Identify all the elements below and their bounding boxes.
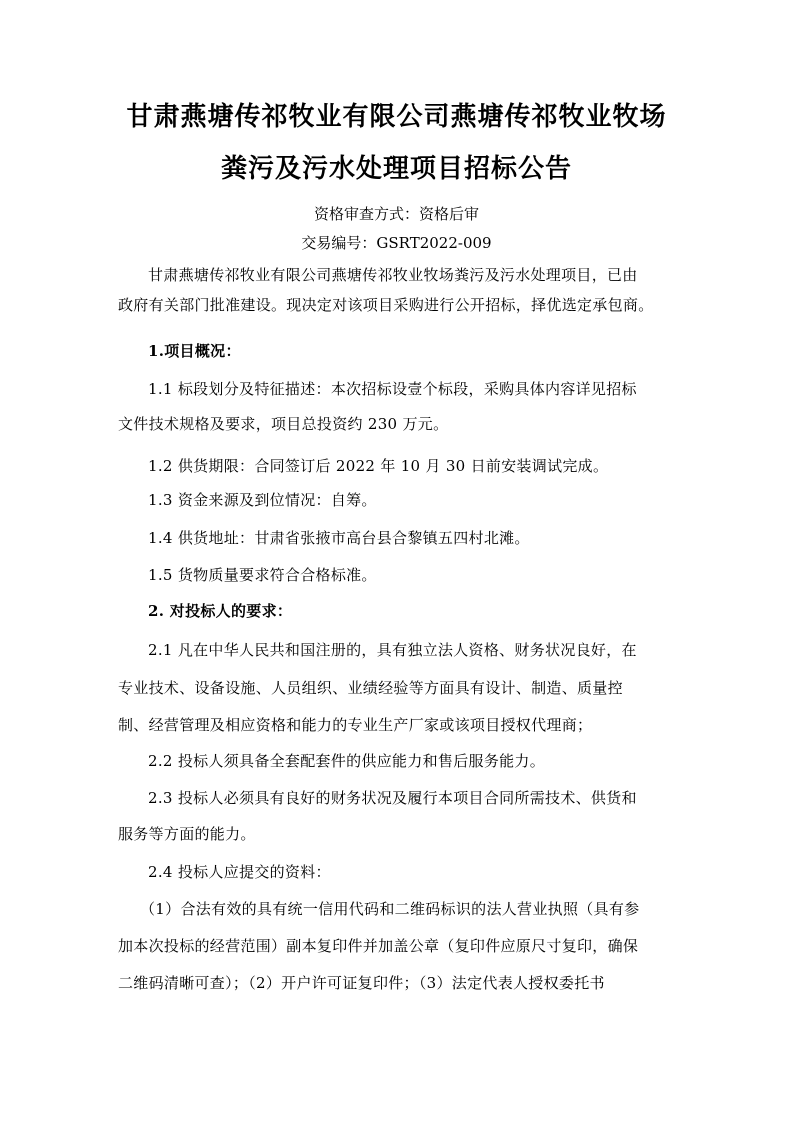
- item-2-2: 2.2 投标人须具备全套配套件的供应能力和售后服务能力。: [148, 752, 546, 770]
- item-2-4-detail-line-2: 加本次投标的经营范围）副本复印件并加盖公章（复印件应原尺寸复印，确保: [118, 937, 639, 955]
- trade-code: 交易编号：GSRT2022-009: [301, 234, 492, 252]
- item-1-1-line-1: 1.1 标段划分及特征描述：本次招标设壹个标段，采购具体内容详见招标: [148, 380, 637, 398]
- item-2-3-line-1: 2.3 投标人必须具有良好的财务状况及履行本项目合同所需技术、供货和: [148, 789, 637, 807]
- item-2-1-line-3: 制、经营管理及相应资格和能力的专业生产厂家或该项目授权代理商；: [118, 716, 593, 734]
- item-1-1-line-2: 文件技术规格及要求，项目总投资约 230 万元。: [118, 415, 449, 433]
- item-2-1-line-1: 2.1 凡在中华人民共和国注册的，具有独立法人资格、财务状况良好，在: [148, 641, 637, 659]
- item-1-2: 1.2 供货期限：合同签订后 2022 年 10 月 30 日前安装调试完成。: [148, 457, 609, 475]
- title-line-1: 甘肃燕塘传祁牧业有限公司燕塘传祁牧业牧场: [126, 102, 667, 132]
- section-1-heading: 1.项目概况：: [148, 342, 241, 360]
- item-2-4-detail-line-1: （1）合法有效的具有统一信用代码和二维码标识的法人营业执照（具有参: [140, 900, 640, 918]
- item-1-5: 1.5 货物质量要求符合合格标准。: [148, 566, 377, 584]
- title-line-2: 粪污及污水处理项目招标公告: [220, 154, 572, 184]
- item-2-4: 2.4 投标人应提交的资料：: [148, 863, 331, 881]
- intro-line-1: 甘肃燕塘传祁牧业有限公司燕塘传祁牧业牧场粪污及污水处理项目，已由: [148, 266, 638, 284]
- item-1-4: 1.4 供货地址：甘肃省张掖市高台县合黎镇五四村北滩。: [148, 529, 530, 547]
- item-2-3-line-2: 服务等方面的能力。: [118, 825, 256, 843]
- section-2-heading: 2. 对投标人的要求：: [148, 602, 293, 620]
- item-2-4-detail-line-3: 二维码清晰可查）；（2）开户许可证复印件；（3）法定代表人授权委托书: [118, 974, 605, 992]
- intro-line-2: 政府有关部门批准建设。现决定对该项目采购进行公开招标，择优选定承包商。: [118, 296, 654, 314]
- item-2-1-line-2: 专业技术、设备设施、人员组织、业绩经验等方面具有设计、制造、质量控: [118, 679, 623, 697]
- item-1-3: 1.3 资金来源及到位情况：自筹。: [148, 491, 377, 509]
- review-method: 资格审查方式：资格后审: [313, 205, 479, 223]
